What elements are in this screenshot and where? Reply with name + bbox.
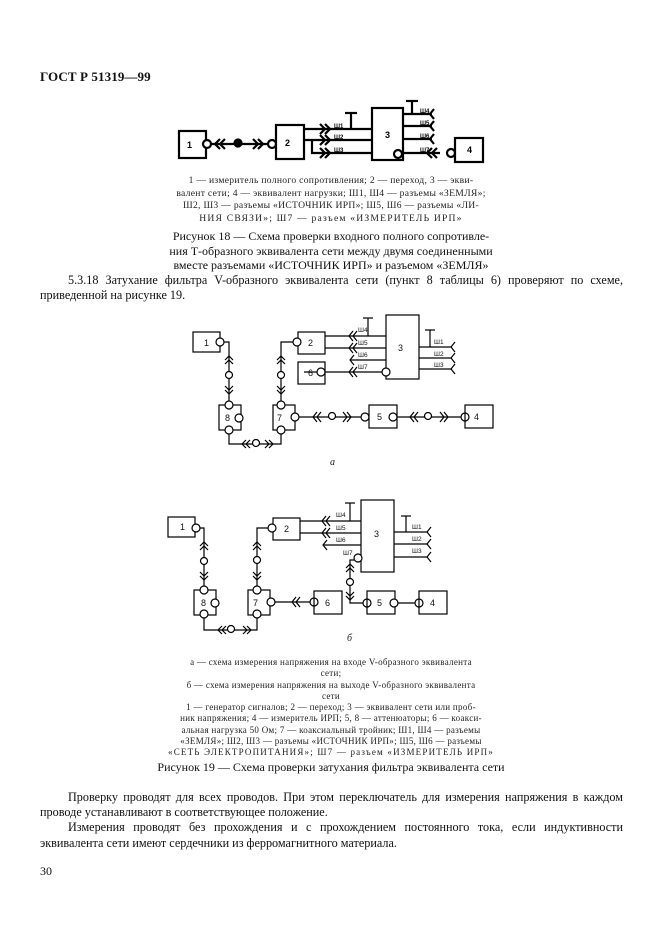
- svg-text:Ш3: Ш3: [434, 362, 444, 369]
- paragraph-5-3-18: [40, 273, 623, 303]
- legend-line: ник напряжения; 4 — измеритель ИРП; 5, 8 — аттенюаторы; 6 — коакси-: [180, 713, 482, 724]
- legend-line: НИЯ СВЯЗИ»; Ш7 — разъем «ИЗМЕРИТЕЛЬ ИРП»: [199, 212, 463, 224]
- figure-19-legend: [160, 657, 502, 759]
- caption-line: ния Т-образного эквивалента сети между двумя соединенными: [169, 243, 493, 258]
- svg-text:Ш3: Ш3: [412, 548, 422, 555]
- svg-text:2: 2: [308, 338, 314, 348]
- svg-text:Ш2: Ш2: [334, 135, 344, 141]
- svg-text:Ш4: Ш4: [358, 327, 368, 334]
- svg-text:Ш4: Ш4: [420, 109, 430, 115]
- figure-18-caption: [150, 229, 512, 273]
- legend-line: «ЗЕМЛЯ»; Ш2, Ш3 — разъемы «ИСТОЧНИК ИРП»; Ш5, Ш6 — разъемы: [180, 736, 482, 747]
- svg-text:2: 2: [285, 138, 291, 148]
- svg-text:6: 6: [308, 368, 314, 378]
- caption-line: Рисунок 18 — Схема проверки входного полного сопротивле-: [172, 229, 490, 243]
- legend-line: 1 — генератор сигналов; 2 — переход; 3 — эквивалент сети или проб-: [186, 702, 476, 713]
- legend-line: валент сети; 4 — эквивалент нагрузки; Ш1, Ш4 — разъемы «ЗЕМЛЯ»;: [176, 187, 486, 199]
- paragraph: [40, 790, 623, 820]
- svg-text:3: 3: [398, 343, 404, 353]
- svg-text:Ш1: Ш1: [334, 124, 344, 130]
- svg-text:Ш6: Ш6: [336, 537, 346, 544]
- figure-19-caption: Рисунок 19 — Схема проверки затухания фильтра эквивалента сети: [157, 760, 505, 774]
- svg-text:Ш1: Ш1: [434, 339, 444, 346]
- document-header: ГОСТ Р 51319—99: [40, 69, 151, 84]
- svg-text:3: 3: [385, 130, 391, 140]
- svg-text:7: 7: [253, 598, 259, 608]
- paragraph-text: Проверку проводят для всех проводов. При этом переключатель для измерения напряжения в каждом проводе устанавливают в соответствующее положение.: [40, 790, 623, 820]
- svg-text:Ш2: Ш2: [412, 536, 422, 543]
- paragraph-text: 5.3.18 Затухание фильтра V-образного эквивалента сети (пункт 8 таблицы 6) проверяют по схеме, приведенной на рисунке 19.: [40, 273, 623, 303]
- svg-text:7: 7: [277, 413, 283, 423]
- svg-text:1: 1: [187, 140, 193, 150]
- svg-text:8: 8: [225, 413, 231, 423]
- legend-line: б — схема измерения напряжения на выходе V-образного эквивалента: [186, 679, 476, 690]
- svg-text:Ш4: Ш4: [336, 512, 346, 519]
- legend-line: 1 — измеритель полного сопротивления; 2 — переход, 3 — экви-: [188, 175, 474, 186]
- svg-text:Ш6: Ш6: [358, 352, 368, 359]
- svg-text:Ш5: Ш5: [358, 340, 368, 347]
- svg-text:3: 3: [374, 529, 380, 539]
- svg-text:5: 5: [377, 412, 383, 422]
- svg-text:Ш7: Ш7: [420, 148, 430, 154]
- figure-19a-sublabel: а: [330, 457, 335, 468]
- legend-line: сети;: [320, 668, 342, 679]
- svg-text:Ш7: Ш7: [343, 550, 353, 557]
- svg-text:Ш3: Ш3: [334, 148, 344, 154]
- legend-line: а — схема измерения напряжения на входе V-образного эквивалента: [190, 657, 472, 667]
- legend-line: Ш2, Ш3 — разъемы «ИСТОЧНИК ИРП»; Ш5, Ш6 — разъемы «ЛИ-: [182, 200, 480, 212]
- svg-text:8: 8: [201, 598, 207, 608]
- paragraph-text: Измерения проводят без прохождения и с прохождением постоянного тока, если индуктивности эквивалента сети имеют сердечники из ферромагнитного материала.: [40, 820, 623, 850]
- figure-18-legend: [150, 175, 512, 225]
- caption-line: вместе разъемами «ИСТОЧНИК ИРП» и разъемом «ЗЕМЛЯ»: [173, 258, 489, 272]
- svg-text:Ш6: Ш6: [420, 134, 430, 140]
- legend-line: альная нагрузка 50 Ом; 7 — коаксиальный тройник; Ш1, Ш4 — разъемы: [181, 724, 481, 735]
- svg-text:6: 6: [325, 598, 331, 608]
- legend-line: «СЕТЬ ЭЛЕКТРОПИТАНИЯ»; Ш7 — разъем «ИЗМЕРИТЕЛЬ ИРП»: [168, 747, 494, 758]
- svg-text:2: 2: [284, 524, 290, 534]
- svg-text:Ш7: Ш7: [358, 364, 368, 371]
- fig18-block-1: [179, 131, 206, 158]
- svg-text:5: 5: [377, 598, 383, 608]
- svg-text:4: 4: [430, 598, 436, 608]
- svg-text:4: 4: [467, 145, 473, 155]
- svg-text:Ш2: Ш2: [434, 351, 444, 358]
- paragraph: [40, 820, 623, 850]
- legend-line: сети: [321, 690, 341, 701]
- svg-text:Ш5: Ш5: [336, 525, 346, 532]
- svg-text:4: 4: [474, 412, 480, 422]
- svg-text:Ш1: Ш1: [412, 524, 422, 531]
- svg-text:1: 1: [204, 338, 210, 348]
- paragraph-checks: [40, 790, 623, 851]
- page-number: 30: [40, 864, 52, 878]
- svg-text:Ш5: Ш5: [420, 121, 430, 127]
- svg-text:1: 1: [180, 522, 186, 532]
- figure-19b-sublabel: б: [347, 633, 353, 644]
